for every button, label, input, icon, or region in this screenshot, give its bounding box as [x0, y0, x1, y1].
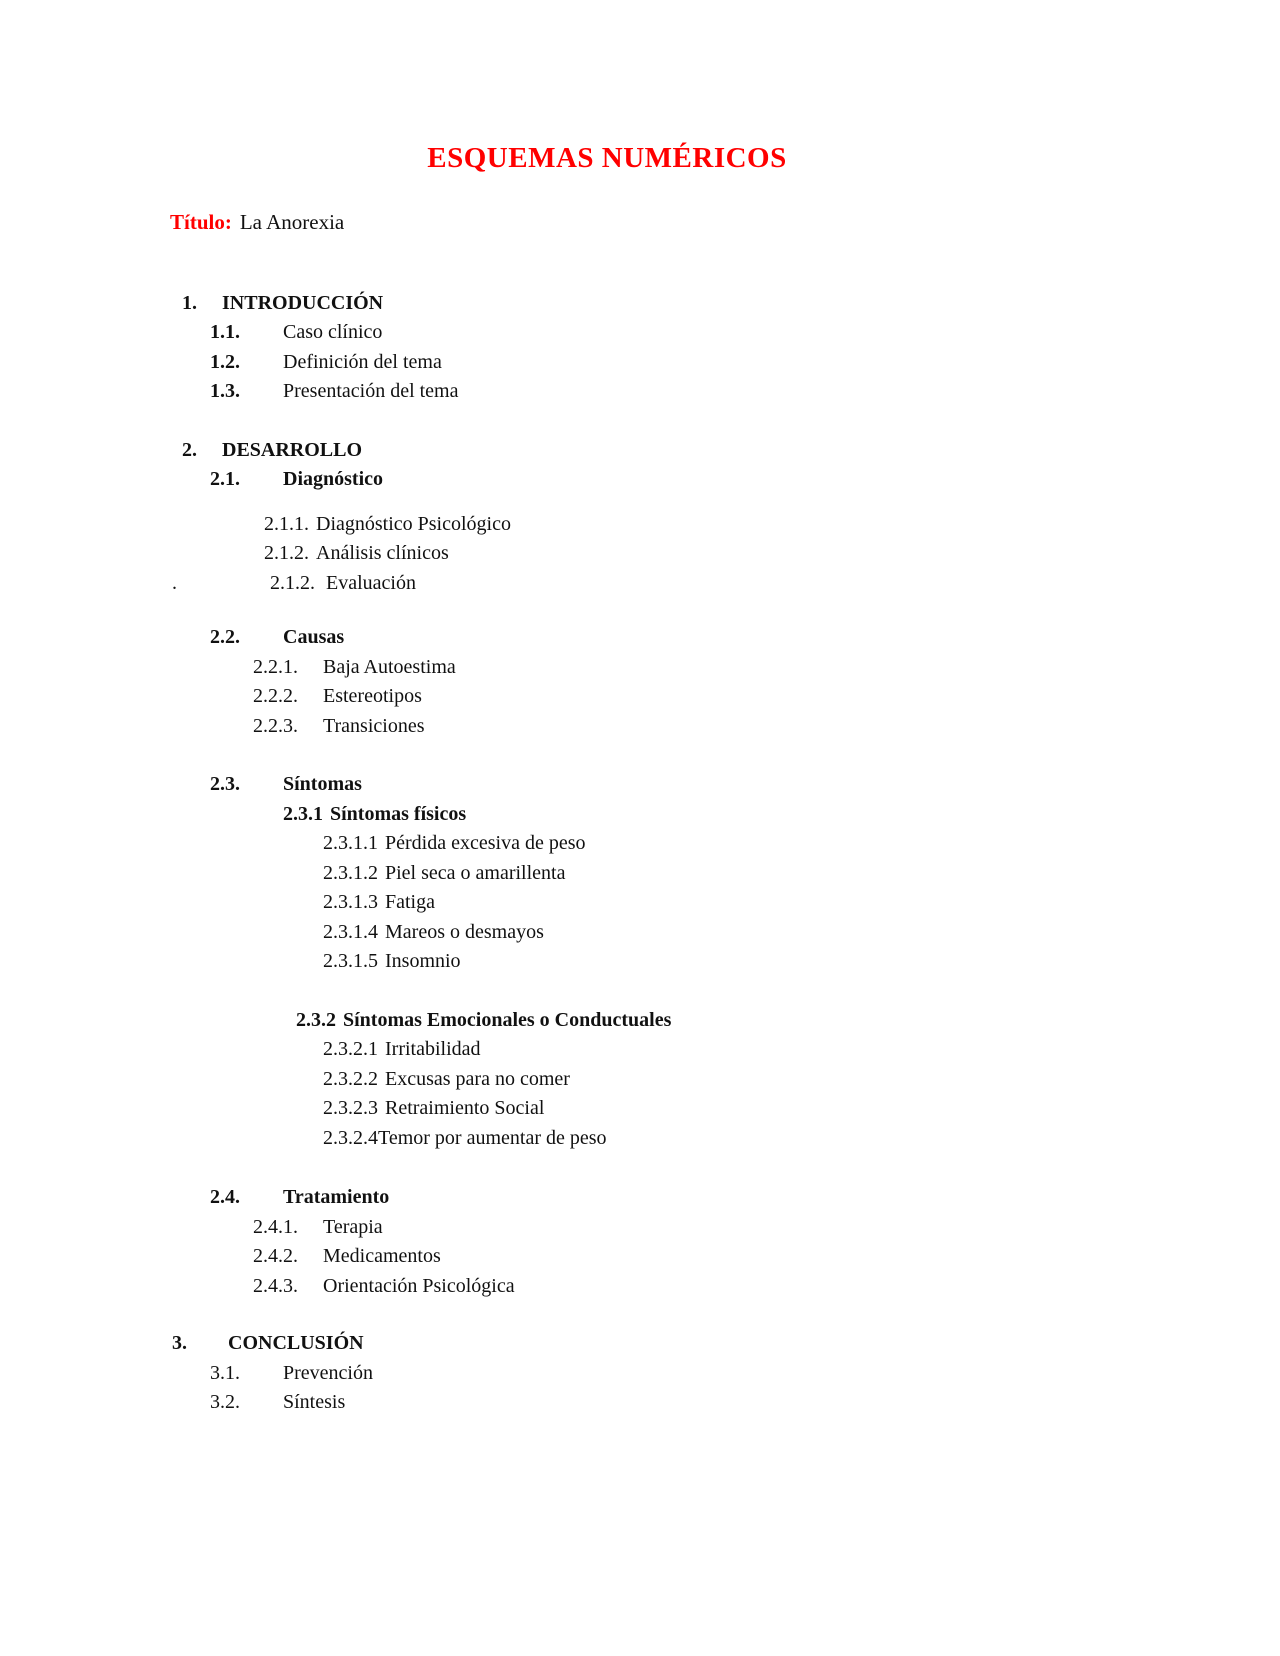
outline-item-number: 2.3.1.2	[323, 861, 378, 884]
outline-item-number: 2.	[182, 438, 197, 461]
outline-item-text: CONCLUSIÓN	[228, 1332, 364, 1355]
outline-item-text: Caso clínico	[283, 321, 383, 344]
outline-item	[210, 1388, 1280, 1418]
outline-item	[253, 1242, 1280, 1272]
outline-item	[264, 539, 1280, 569]
outline-item	[323, 1094, 1280, 1124]
page-title: ESQUEMAS NUMÉRICOS	[427, 142, 787, 174]
outline-item-text: DESARROLLO	[222, 438, 363, 461]
outline-item-number: 2.4.1.	[253, 1215, 298, 1238]
outline-item	[323, 1065, 1280, 1095]
outline-item-text: Mareos o desmayos	[385, 920, 544, 943]
outline-item	[210, 348, 1280, 378]
outline-item-text: Diagnóstico Psicológico	[316, 512, 511, 535]
outline-item	[253, 653, 1280, 683]
outline-item-number: 2.3.	[210, 773, 240, 796]
outline-item-number: 2.3.2.2	[323, 1067, 378, 1090]
outline-item-number: 2.2.1.	[253, 655, 298, 678]
outline-item	[210, 465, 1280, 495]
outline-item-text: Presentación del tema	[283, 380, 459, 403]
outline-item-number: 2.4.3.	[253, 1274, 298, 1297]
outline-item-text: Síntesis	[283, 1391, 346, 1414]
outline-item	[210, 377, 1280, 407]
outline-item-text: Orientación Psicológica	[323, 1274, 515, 1297]
document-subtitle	[170, 208, 1280, 237]
document-page	[0, 143, 1280, 1656]
outline-item-prefix: .	[172, 571, 177, 594]
outline-item	[172, 569, 1280, 599]
outline-item	[323, 829, 1280, 859]
outline-item	[264, 510, 1280, 540]
outline-item-text: Síntomas	[283, 773, 362, 796]
outline-item	[253, 682, 1280, 712]
outline-item	[182, 289, 1280, 319]
outline-item-number: 2.1.	[210, 468, 240, 491]
outline-item-number: 1.1.	[210, 321, 240, 344]
outline-item-text: Tratamiento	[283, 1186, 390, 1209]
outline-item-text: Diagnóstico	[283, 468, 383, 491]
outline-item-text: Síntomas físicos	[330, 802, 467, 825]
outline-item-number: 2.3.1.1	[323, 832, 378, 855]
outline-item-number: 2.3.1.4	[323, 920, 378, 943]
outline-item-number: 2.2.	[210, 626, 240, 649]
outline-item-text: Síntomas Emocionales o Conductuales	[343, 1008, 672, 1031]
outline-item-text: Medicamentos	[323, 1245, 441, 1268]
outline-item	[323, 888, 1280, 918]
outline-item-text: Retraimiento Social	[385, 1097, 545, 1120]
subtitle-value: La Anorexia	[239, 209, 345, 234]
outline-item-number: 2.2.2.	[253, 685, 298, 708]
outline-item	[172, 1329, 1280, 1359]
outline-item-number: 3.1.	[210, 1361, 240, 1384]
outline-item	[323, 947, 1280, 977]
outline-item-text: Terapia	[323, 1215, 383, 1238]
outline-item-text: INTRODUCCIÓN	[222, 291, 384, 314]
outline-item-number: 3.	[172, 1332, 187, 1355]
outline-item-text: Definición del tema	[283, 350, 442, 373]
outline-item-text: Insomnio	[385, 950, 461, 973]
outline-item-number: 1.3.	[210, 380, 240, 403]
outline-item-number: 2.1.2.	[264, 542, 309, 565]
outline-item	[323, 859, 1280, 889]
outline-item	[210, 623, 1280, 653]
outline-item	[323, 1035, 1280, 1065]
outline-item-text: Irritabilidad	[385, 1038, 481, 1061]
outline-item-number: 2.3.2.4	[323, 1126, 378, 1149]
outline-item	[323, 918, 1280, 948]
outline-item-number: 2.4.	[210, 1186, 240, 1209]
outline-item-number: 2.3.2	[296, 1008, 336, 1031]
outline-item-text: Análisis clínicos	[316, 542, 449, 565]
outline-item	[210, 318, 1280, 348]
outline-item-number: 2.2.3.	[253, 714, 298, 737]
outline-item-text: Baja Autoestima	[323, 655, 456, 678]
outline-item-number: 2.4.2.	[253, 1245, 298, 1268]
outline-item-number: 2.1.2.	[270, 571, 315, 594]
outline-item-number: 2.3.2.1	[323, 1038, 378, 1061]
outline-item-number: 1.	[182, 291, 197, 314]
outline-item-text: Temor por aumentar de peso	[378, 1126, 607, 1149]
outline-item	[210, 1359, 1280, 1389]
outline-item	[182, 436, 1280, 466]
outline-item	[323, 1124, 1280, 1154]
outline-item-number: 2.3.1.5	[323, 950, 378, 973]
outline-item	[253, 712, 1280, 742]
outline-item-number: 2.3.1	[283, 802, 323, 825]
outline-item	[210, 1183, 1280, 1213]
outline-item-text: Fatiga	[385, 891, 435, 914]
outline-item-number: 2.3.2.3	[323, 1097, 378, 1120]
outline-item-text: Evaluación	[326, 571, 416, 594]
outline-item	[296, 1006, 1280, 1036]
outline-item	[283, 800, 1280, 830]
outline-item-text: Excusas para no comer	[385, 1067, 570, 1090]
outline-item-number: 1.2.	[210, 350, 240, 373]
outline-item-text: Prevención	[283, 1361, 373, 1384]
outline-item	[210, 770, 1280, 800]
outline-item	[253, 1272, 1280, 1302]
outline-list	[170, 289, 1280, 1418]
outline-item-text: Pérdida excesiva de peso	[385, 832, 586, 855]
outline-item-number: 3.2.	[210, 1391, 240, 1414]
outline-item-text: Transiciones	[323, 714, 425, 737]
outline-item-text: Estereotipos	[323, 685, 422, 708]
subtitle-label: Título:	[170, 209, 232, 234]
outline-item-text: Causas	[283, 626, 345, 649]
outline-item-number: 2.3.1.3	[323, 891, 378, 914]
outline-item	[253, 1213, 1280, 1243]
outline-item-text: Piel seca o amarillenta	[385, 861, 566, 884]
outline-item-number: 2.1.1.	[264, 512, 309, 535]
